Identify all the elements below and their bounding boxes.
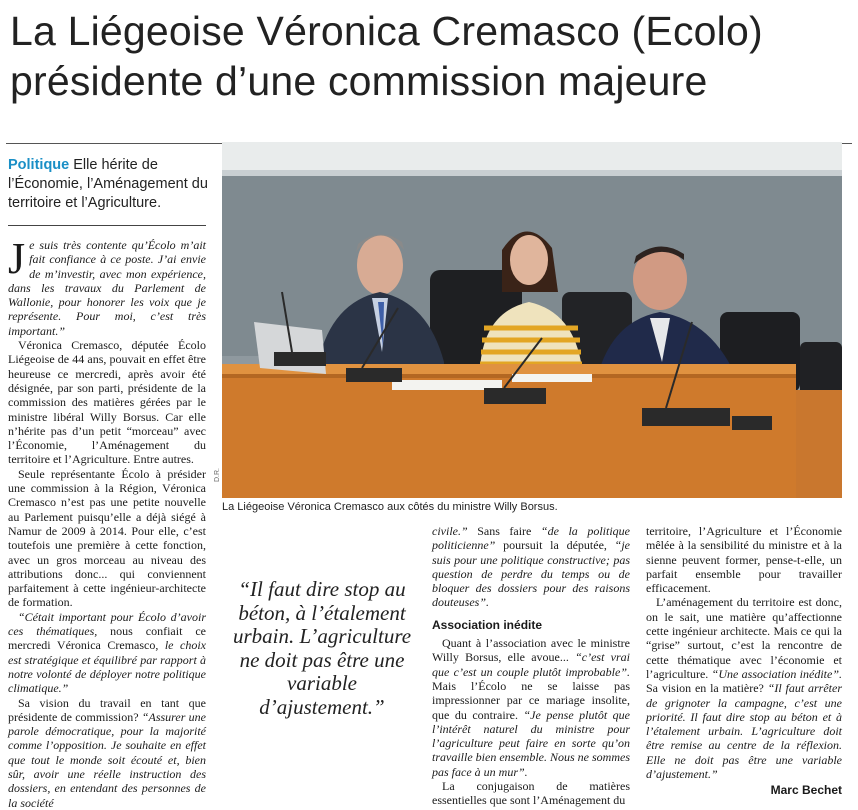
photo-caption: La Liégeoise Véronica Cremasco aux côtés du ministre Willy Borsus. bbox=[222, 501, 558, 513]
quote-text: “de la politique politicienne” bbox=[432, 524, 630, 553]
quote-text: civile.” bbox=[432, 524, 468, 538]
dropcap: J bbox=[8, 234, 26, 283]
paragraph: Véronica Cremasco, députée Écolo Liégeoise de 44 ans, pouvait en effet être heureuse ce mercredi, après avoir été désignée, par son parti, présidente de la commission des matières gérées par le ministre libéral Willy Borsus. Car elle n’hérite pas d’un petit “morceau” avec l’Économie, l’Aménagement du territoire et l’Agriculture. Entre autres. bbox=[8, 338, 206, 467]
lead-text: e suis très contente qu’Écolo m’ait fait confiance à ce poste. J’ai envie de m’investir, avec mon expérience, dans les travaux du Parlement de Wallonie, pour honorer les voix que je représente. Pour moi, c’est très important.” bbox=[8, 238, 206, 338]
chapeau-text: Elle hérite de l’Économie, l’Aménagement du territoire et l’Agriculture. bbox=[8, 157, 208, 211]
article-column-1 bbox=[8, 234, 207, 810]
quote-text: “Il faut arrêter de grignoter la campagne, c’est une priorité. Il faut dire stop au béton et à l’étalement urbain. L’agriculture doit être remise au centre de la réflexion. Elle ne doit pas être une variable d’ajustement.” bbox=[646, 681, 842, 782]
body-text: nous confiait ce mercredi Véronica Cremasco, bbox=[8, 624, 206, 653]
quote-text: “Cétait important pour Écolo d’avoir ces thématiques, bbox=[8, 609, 206, 639]
headline bbox=[10, 6, 850, 106]
headline-line-1: La Liégeoise Véronica Cremasco (Ecolo) bbox=[10, 8, 763, 54]
paragraph bbox=[432, 636, 630, 779]
article-column-4 bbox=[646, 524, 842, 798]
quote-text: “Assurer une parole démocratique, pour la majorité comme l’opposition. Je souhaite en effet que tout le monde soit écouté et, bien sûr, avoir une réelle instruction des dossiers, en entendant des personnes de la société bbox=[8, 709, 207, 810]
quote-text: “c’est vrai que c’est un couple plutôt improbable”. bbox=[432, 650, 630, 679]
quote-text: “Je pense plutôt que l’intérêt naturel du ministre pour l’agriculture peut faire en sorte qu’on travaille bien ensemble. Nous ne sommes pas face à un mur”. bbox=[432, 707, 630, 779]
paragraph bbox=[8, 696, 206, 810]
paragraph: La conjugaison de matières essentielles que sont l’Aménagement du bbox=[432, 779, 630, 808]
paragraph: Seule représentante Écolo à présider une commission à la Région, Véronica Cremasco n’est pas une petite nouvelle au Parlement puisqu’elle a déjà siégé à Namur de 2009 à 2014. Pour elle, c’est toutefois une première à cette fonction, avec un gros morceau au niveau des attributions donc... qui conviennent parfaitement à cette ingénieur-architecte de formation. bbox=[8, 466, 206, 610]
chapeau-rule bbox=[8, 225, 206, 226]
pull-quote: “Il faut dire stop au béton, à l’étalement urbain. L’agriculture ne doit pas être une variable d’ajustement.” bbox=[232, 577, 412, 719]
quote-text: le choix est stratégique et équilibré par rapport à notre volonté de déployer notre politique climatique.” bbox=[8, 638, 206, 696]
paragraph bbox=[646, 595, 842, 781]
body-text: Sa vision en la matière? bbox=[646, 681, 768, 696]
body-text: L’aménagement du territoire est donc, on le sait, une matière qu’affectionne cette ingénieur architecte. Mais ce qui la “grise” surtout, c’est la rencontre de cette thématique avec l’économie et l’agriculture. bbox=[646, 595, 842, 681]
article-column-3 bbox=[432, 524, 630, 808]
rubrique-label: Politique bbox=[8, 157, 70, 173]
quote-text: “Une association inédite”. bbox=[711, 666, 842, 681]
subheading: Association inédite bbox=[432, 617, 543, 632]
photo-illustration bbox=[222, 142, 842, 498]
photo-credit: D.R. bbox=[214, 468, 221, 482]
author-signature: Marc Bechet bbox=[770, 783, 842, 798]
paragraph bbox=[8, 610, 206, 696]
body-text: poursuit la députée, bbox=[495, 538, 615, 553]
chapeau bbox=[8, 156, 208, 213]
body-text: Sans faire bbox=[467, 524, 541, 538]
paragraph bbox=[432, 524, 630, 610]
quote-text: “je suis pour une politique constructive; pas question de perdre du temps ou de bloquer des dossiers pour des raisons douteuses”. bbox=[432, 538, 630, 610]
paragraph: territoire, l’Agriculture et l’Économie mêlée à la sensibilité du ministre et à la sienne peuvent former, pense-t-elle, un parfait ensemble pour travailler efficacement. bbox=[646, 524, 842, 596]
article-photo bbox=[222, 142, 842, 498]
body-text: Sa vision du travail en tant que présidente de commission? bbox=[8, 695, 206, 724]
body-text: Mais l’Écolo ne se laisse pas impressionner par ce mariage insolite, que du contraire. bbox=[432, 678, 630, 722]
body-text: Quant à l’association avec le ministre Willy Borsus, elle avoue... bbox=[432, 636, 630, 665]
headline-line-2: présidente d’une commission majeure bbox=[10, 58, 708, 104]
lead-paragraph bbox=[8, 234, 206, 338]
